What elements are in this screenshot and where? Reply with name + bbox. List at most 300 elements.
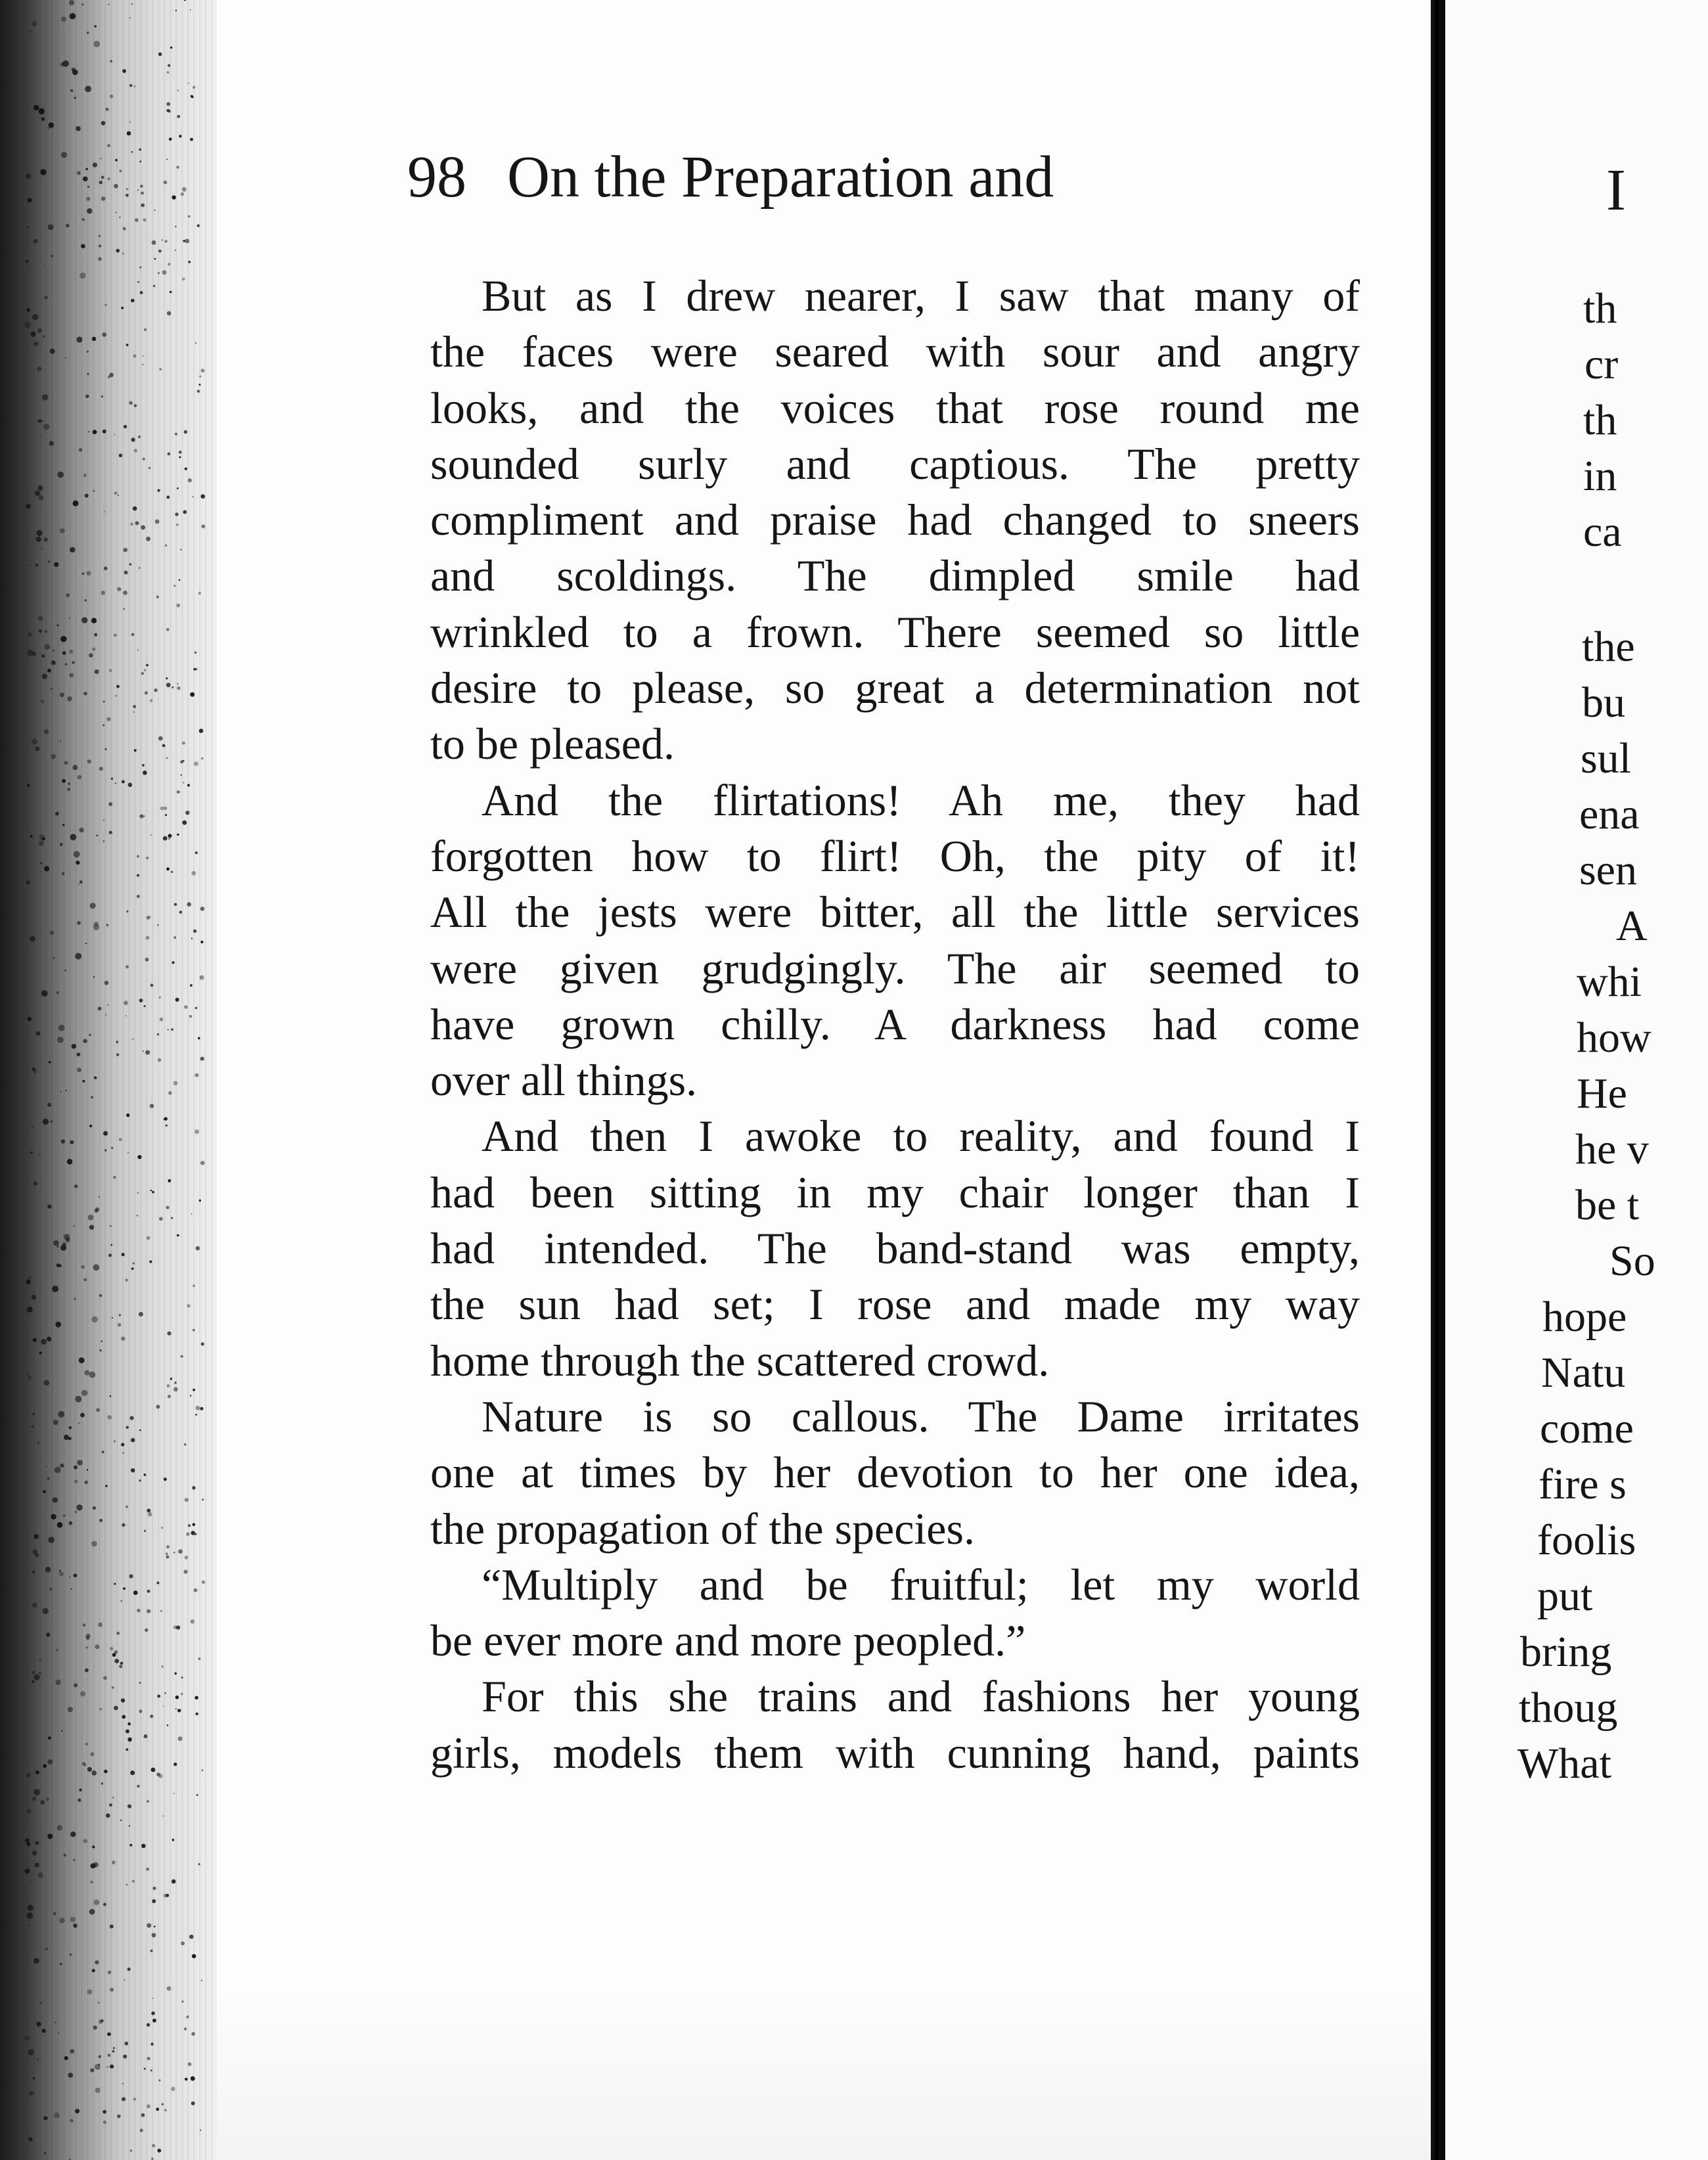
speckle <box>62 824 65 826</box>
speckle <box>202 1581 205 1584</box>
speckle <box>105 1014 107 1016</box>
speckle <box>137 1192 139 1194</box>
speckle <box>190 9 191 11</box>
speckle <box>69 650 73 654</box>
speckle <box>168 1091 172 1095</box>
speckle <box>173 1763 177 1766</box>
speckle <box>139 999 143 1002</box>
speckle <box>70 2049 74 2054</box>
speckle <box>147 1590 150 1593</box>
speckle <box>127 131 131 136</box>
speckle <box>162 1815 164 1816</box>
speckle <box>188 261 191 263</box>
speckle <box>101 395 103 397</box>
speckle <box>126 1114 129 1117</box>
speckle <box>188 82 189 83</box>
speckle <box>62 651 66 655</box>
speckle <box>177 790 180 794</box>
speckle <box>79 273 85 279</box>
speckle <box>103 1676 107 1680</box>
speckle <box>73 1924 77 1927</box>
speckle <box>89 1034 91 1037</box>
speckle <box>139 1312 143 1316</box>
speckle <box>27 1307 33 1313</box>
speckle <box>194 1588 198 1592</box>
speckle <box>184 0 186 1</box>
speckle <box>129 563 132 566</box>
speckle <box>150 834 152 836</box>
speckle <box>198 1037 200 1040</box>
speckle <box>134 749 137 752</box>
speckle <box>137 1785 139 1788</box>
speckle <box>92 1969 95 1972</box>
speckle <box>150 2069 152 2071</box>
speckle <box>119 454 123 458</box>
speckle <box>125 1506 128 1508</box>
speckle <box>193 930 196 933</box>
speckle <box>146 2023 150 2027</box>
speckle <box>78 884 79 885</box>
speckle <box>152 1899 156 1903</box>
text-line: For this she trains and fashions her young <box>482 1671 1360 1722</box>
speckle <box>83 1278 87 1282</box>
speckle <box>54 562 58 567</box>
speckle <box>146 664 148 667</box>
speckle <box>64 1435 69 1440</box>
speckle <box>189 1015 192 1018</box>
speckle <box>145 958 149 962</box>
text-line: And the flirtations! Ah me, they had <box>482 775 1360 825</box>
speckle <box>69 0 74 5</box>
speckle <box>65 357 66 358</box>
speckle <box>85 1743 88 1745</box>
speckle <box>112 1653 116 1657</box>
speckle <box>177 487 179 489</box>
speckle <box>200 1057 204 1061</box>
speckle <box>49 441 54 445</box>
text-line: And then I awoke to reality, and found I <box>482 1111 1360 1161</box>
page-number: 98 <box>407 145 466 210</box>
speckle <box>61 16 66 22</box>
speckle <box>83 474 87 477</box>
speckle <box>85 168 88 170</box>
speckle <box>113 1176 116 1179</box>
speckle <box>37 530 43 536</box>
speckle <box>184 1005 188 1009</box>
speckle <box>146 1236 150 1240</box>
speckle <box>36 1031 41 1036</box>
speckle <box>101 2019 103 2022</box>
speckle <box>122 780 125 784</box>
speckle <box>125 1730 129 1734</box>
speckle <box>179 456 181 458</box>
speckle <box>141 1844 146 1849</box>
speckle <box>105 1485 108 1487</box>
speckle <box>99 2064 100 2065</box>
speckle <box>121 1600 123 1602</box>
speckle <box>85 395 89 398</box>
speckle <box>94 25 97 28</box>
speckle <box>140 291 143 294</box>
speckle <box>114 1583 116 1585</box>
speckle <box>74 1297 76 1300</box>
speckle <box>106 924 109 926</box>
speckle <box>87 32 89 34</box>
speckle <box>26 259 29 263</box>
speckle <box>70 1917 76 1922</box>
speckle <box>70 1588 72 1590</box>
speckle <box>27 1017 32 1022</box>
speckle <box>79 828 83 832</box>
speckle <box>61 1139 66 1144</box>
speckle <box>133 506 137 511</box>
speckle <box>152 1191 154 1194</box>
text-fragment: the <box>1582 623 1635 671</box>
speckle <box>79 1789 82 1792</box>
text-line: be ever more and more peopled.” <box>430 1615 1026 1666</box>
speckle <box>125 965 129 968</box>
speckle <box>129 1825 130 1826</box>
speckle <box>37 1872 43 1878</box>
speckle <box>200 1161 205 1165</box>
speckle <box>123 2055 127 2059</box>
speckle <box>162 1705 164 1707</box>
speckle <box>26 1912 33 1919</box>
text-line: one at times by her devotion to her one idea, <box>430 1447 1360 1498</box>
speckle <box>152 240 156 245</box>
speckle <box>99 2055 102 2058</box>
text-fragment: he v <box>1575 1125 1649 1173</box>
speckle <box>45 644 51 650</box>
speckle <box>117 587 121 591</box>
speckle <box>48 1537 55 1543</box>
speckle <box>32 2077 35 2080</box>
speckle <box>144 1005 146 1007</box>
speckle <box>162 2103 164 2105</box>
speckle <box>92 337 96 341</box>
speckle <box>117 2115 121 2119</box>
speckle <box>37 1442 40 1445</box>
speckle <box>184 2027 187 2030</box>
speckle <box>65 970 67 972</box>
speckle <box>179 911 183 914</box>
speckle <box>143 1050 145 1052</box>
speckle <box>110 1225 112 1227</box>
speckle <box>32 738 37 744</box>
speckle <box>164 2109 167 2111</box>
speckle <box>108 1253 112 1257</box>
speckle <box>70 547 75 552</box>
speckle <box>167 1724 169 1726</box>
speckle <box>168 64 170 67</box>
speckle <box>115 782 116 784</box>
speckle <box>158 1774 163 1778</box>
speckle <box>150 1190 152 1192</box>
speckle <box>92 648 95 651</box>
speckle <box>116 695 117 696</box>
speckle <box>108 177 110 180</box>
speckle <box>181 1355 183 1358</box>
speckle <box>167 1029 169 1031</box>
speckle <box>91 1863 96 1868</box>
speckle <box>183 510 187 514</box>
speckle <box>81 218 85 221</box>
speckle <box>121 307 124 309</box>
speckle <box>51 255 53 258</box>
speckle <box>103 840 105 842</box>
speckle <box>166 1206 169 1209</box>
speckle <box>43 424 50 430</box>
speckle <box>124 2042 128 2046</box>
speckle <box>122 1253 125 1256</box>
speckle <box>143 771 147 775</box>
speckle <box>97 834 99 836</box>
speckle <box>149 1261 152 1263</box>
speckle <box>45 631 47 633</box>
speckle <box>159 1217 163 1221</box>
speckle <box>110 1395 112 1397</box>
speckle <box>92 1845 95 1848</box>
speckle <box>188 2062 192 2066</box>
speckle <box>177 1709 181 1712</box>
speckle <box>57 1522 63 1528</box>
speckle <box>131 151 133 153</box>
speckle <box>161 1665 164 1668</box>
speckle <box>39 1351 41 1354</box>
speckle <box>44 866 49 871</box>
speckle <box>81 244 85 248</box>
speckle <box>102 430 106 434</box>
speckle <box>94 1076 97 1079</box>
speckle <box>176 524 179 526</box>
speckle <box>55 1680 61 1686</box>
speckle <box>59 1572 63 1576</box>
speckle <box>132 1038 134 1040</box>
speckle <box>130 1416 134 1420</box>
speckle <box>77 921 81 925</box>
speckle <box>88 431 89 432</box>
speckle <box>34 1534 39 1539</box>
speckle <box>185 468 187 470</box>
speckle <box>83 692 87 696</box>
speckle <box>144 669 146 671</box>
speckle <box>166 628 169 631</box>
speckle <box>46 1797 49 1801</box>
speckle <box>113 2047 115 2049</box>
speckle <box>129 84 132 87</box>
speckle <box>192 1285 195 1288</box>
speckle <box>41 117 45 121</box>
speckle <box>109 1803 112 1807</box>
speckle <box>164 181 168 185</box>
speckle <box>192 1523 196 1526</box>
speckle <box>167 1987 171 1991</box>
speckle <box>158 250 162 253</box>
speckle <box>34 1789 40 1795</box>
speckle <box>124 1001 128 1005</box>
text-fragment: fire s <box>1539 1460 1627 1508</box>
speckle <box>43 1380 49 1386</box>
speckle <box>26 1842 30 1846</box>
speckle <box>28 1904 34 1910</box>
speckle <box>118 495 119 496</box>
speckle <box>159 368 162 371</box>
text-line: the faces were seared with sour and angry <box>430 326 1360 377</box>
speckle <box>155 520 160 524</box>
text-line: girls, models them with cunning hand, paints <box>430 1727 1360 1778</box>
speckle <box>168 453 171 456</box>
speckle <box>74 1184 78 1188</box>
speckle <box>179 451 182 454</box>
speckle <box>53 957 55 959</box>
speckle <box>185 1498 189 1502</box>
speckle <box>39 629 42 633</box>
speckle <box>26 1773 31 1778</box>
speckle <box>50 349 55 354</box>
speckle <box>61 1730 62 1732</box>
speckle <box>101 1782 103 1784</box>
speckle <box>191 2032 195 2036</box>
speckle <box>175 1696 179 1699</box>
speckle <box>200 907 204 911</box>
speckle <box>122 253 124 255</box>
speckle <box>48 560 50 562</box>
speckle <box>167 102 171 106</box>
speckle <box>160 1018 164 1022</box>
speckle <box>185 2078 188 2081</box>
speckle <box>133 705 136 708</box>
speckle <box>158 1058 161 1062</box>
speckle <box>122 1523 125 1527</box>
speckle <box>42 394 49 401</box>
speckle <box>36 2022 41 2027</box>
speckle <box>74 1573 78 1577</box>
speckle <box>89 653 93 657</box>
speckle <box>106 108 109 111</box>
speckle <box>59 1918 64 1923</box>
speckle <box>187 902 192 907</box>
speckle <box>140 185 143 187</box>
speckle <box>181 1676 183 1678</box>
speckle <box>60 1464 64 1468</box>
speckle <box>167 1384 170 1387</box>
speckle <box>74 1683 78 1687</box>
speckle <box>51 688 53 690</box>
speckle <box>158 489 160 492</box>
speckle <box>141 2113 145 2117</box>
speckle <box>129 17 131 19</box>
speckle <box>83 1039 87 1043</box>
speckle <box>166 867 169 870</box>
speckle <box>32 1680 34 1683</box>
speckle <box>102 332 107 337</box>
speckle <box>87 1767 92 1772</box>
speckle <box>51 1121 53 1123</box>
speckle <box>90 2068 94 2072</box>
speckle <box>102 2110 106 2114</box>
speckle <box>93 430 97 434</box>
speckle <box>35 1863 39 1868</box>
speckle <box>145 1050 150 1055</box>
speckle <box>37 616 43 621</box>
speckle <box>66 1090 67 1091</box>
speckle <box>62 872 65 876</box>
speckle <box>148 1512 152 1516</box>
text-fragment: bu <box>1582 679 1625 727</box>
speckle <box>162 744 166 748</box>
speckle <box>47 1834 53 1839</box>
speckle <box>184 1443 187 1446</box>
speckle <box>93 976 95 978</box>
speckle <box>131 3 133 5</box>
speckle <box>70 89 73 92</box>
speckle <box>68 1707 73 1712</box>
speckle <box>108 802 112 806</box>
speckle <box>55 812 59 816</box>
speckle <box>133 2098 137 2101</box>
speckle <box>64 2056 68 2060</box>
speckle <box>76 126 81 131</box>
speckle <box>195 342 197 344</box>
speckle <box>110 1647 113 1650</box>
speckle <box>154 688 157 692</box>
speckle <box>55 1467 61 1474</box>
speckle <box>39 108 45 114</box>
speckle <box>201 1342 204 1345</box>
speckle <box>202 1769 204 1771</box>
speckle <box>164 1692 166 1694</box>
speckle <box>94 633 97 637</box>
speckle <box>96 1408 100 1412</box>
text-line: and scoldings. The dimpled smile had <box>430 551 1360 601</box>
speckle <box>48 1736 51 1740</box>
speckle <box>131 633 135 637</box>
speckle <box>116 1053 120 1056</box>
speckle <box>103 700 105 702</box>
speckle <box>70 1954 72 1956</box>
speckle <box>158 53 162 56</box>
speckle <box>99 244 101 247</box>
speckle <box>156 1405 160 1408</box>
speckle <box>166 1125 168 1127</box>
speckle <box>130 1770 135 1775</box>
speckle <box>148 467 151 470</box>
speckle <box>47 1477 50 1480</box>
speckle <box>86 1634 91 1638</box>
speckle <box>103 820 104 821</box>
speckle <box>108 2054 111 2057</box>
speckle <box>45 1948 49 1951</box>
text-fragment: I <box>1606 158 1626 223</box>
speckle <box>154 1925 156 1927</box>
speckle <box>103 2121 106 2124</box>
speckle <box>78 1799 81 1802</box>
speckle <box>166 677 168 679</box>
speckle <box>49 1061 51 1064</box>
speckle <box>116 685 120 688</box>
speckle <box>68 2073 73 2078</box>
speckle <box>126 1884 127 1885</box>
speckle <box>195 1414 197 1416</box>
speckle <box>87 208 92 214</box>
speckle <box>184 1570 188 1574</box>
speckle <box>152 2144 155 2148</box>
text-line: “Multiply and be fruitful; let my world <box>482 1559 1360 1609</box>
speckle <box>53 1497 58 1502</box>
speckle <box>72 765 78 770</box>
speckle <box>179 579 181 581</box>
speckle <box>90 1881 93 1884</box>
